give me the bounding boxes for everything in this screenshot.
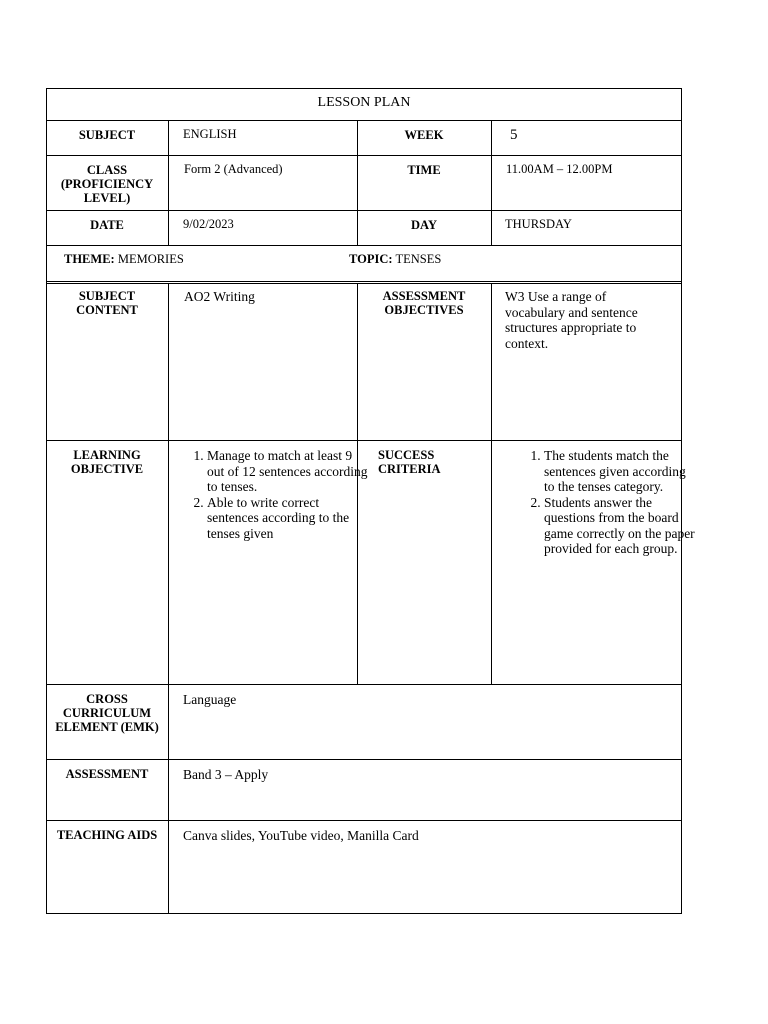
subject-content-value: AO2 Writing: [184, 289, 255, 304]
row-divider: [46, 120, 682, 121]
week-label: WEEK: [404, 128, 444, 142]
learning-objective-label: LEARNING OBJECTIVE: [70, 448, 144, 476]
row-divider: [46, 759, 682, 760]
learning-objective-list: [183, 448, 372, 541]
page-title: LESSON PLAN: [317, 95, 411, 110]
date-label: DATE: [90, 218, 124, 232]
teaching-aids-label: TEACHING AIDS: [56, 828, 158, 842]
assessment-objectives-value: W3 Use a range of vocabulary and sentence structures appropriate to context.: [505, 289, 638, 351]
time-label: TIME: [407, 163, 441, 177]
row-divider: [46, 245, 682, 246]
row-divider: [46, 210, 682, 211]
subject-value: ENGLISH: [183, 127, 237, 141]
theme-line: [64, 252, 184, 267]
week-value: 5: [510, 127, 518, 143]
day-value: THURSDAY: [505, 217, 572, 231]
day-label: DAY: [411, 218, 437, 232]
success-criteria-list: [520, 448, 696, 557]
topic-value: TENSES: [395, 252, 442, 266]
row-divider: [46, 440, 682, 441]
list-item: 1. Manage to match at least 9 out of 12 sentences according to tenses.: [207, 448, 372, 495]
class-label: CLASS (PROFICIENCY LEVEL): [60, 163, 154, 205]
row-divider: [46, 684, 682, 685]
cross-curriculum-value: Language: [183, 692, 237, 707]
cross-curriculum-label: CROSS CURRICULUM ELEMENT (EMK): [55, 692, 159, 734]
subject-content-label: SUBJECT CONTENT: [76, 289, 138, 317]
col-divider: [168, 120, 169, 245]
col-divider: [491, 120, 492, 245]
list-item: 1. The students match the sentences given according to the tenses category.: [544, 448, 696, 495]
date-value: 9/02/2023: [183, 217, 234, 231]
topic-label: TOPIC:: [349, 252, 393, 266]
row-divider: [46, 281, 682, 282]
list-item: 2. Able to write correct sentences according to the tenses given: [207, 495, 372, 542]
assessment-value: Band 3 – Apply: [183, 767, 269, 782]
success-criteria-label: SUCCESS CRITERIA: [378, 448, 441, 476]
col-divider: [168, 283, 169, 914]
col-divider: [491, 283, 492, 684]
subject-label: SUBJECT: [78, 128, 136, 142]
topic-line: [349, 252, 441, 267]
assessment-label: ASSESSMENT: [65, 767, 149, 781]
theme-value: MEMORIES: [117, 252, 184, 266]
row-divider: [46, 155, 682, 156]
assessment-objectives-label: ASSESSMENT OBJECTIVES: [382, 289, 466, 317]
list-item: 2. Students answer the questions from the board game correctly on the paper provided for each group.: [544, 495, 696, 557]
teaching-aids-value: Canva slides, YouTube video, Manilla Card: [183, 828, 419, 843]
theme-label: THEME:: [64, 252, 115, 266]
row-divider: [46, 820, 682, 821]
time-value: 11.00AM – 12.00PM: [506, 162, 613, 176]
class-value: Form 2 (Advanced): [184, 162, 283, 176]
row-divider: [46, 283, 682, 284]
